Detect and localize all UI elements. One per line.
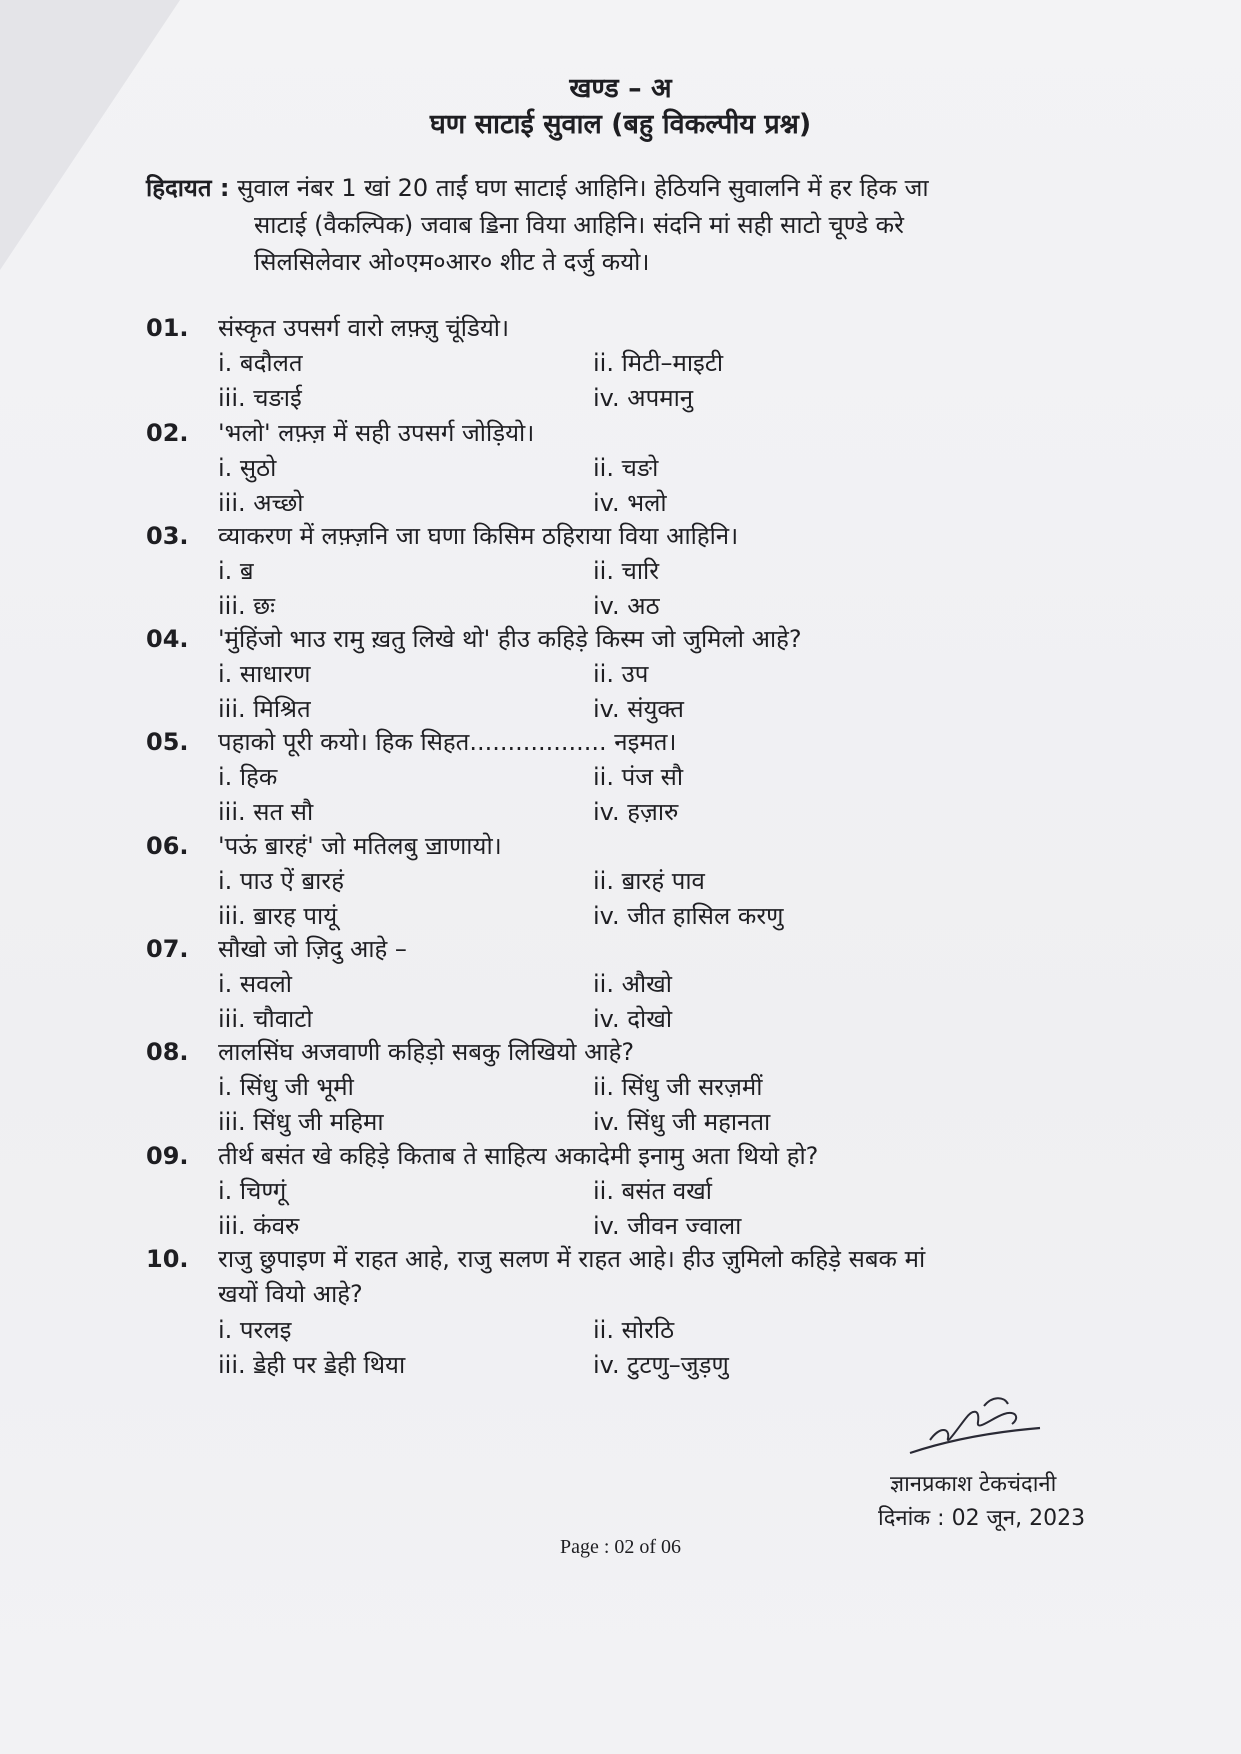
answer-option: iv. भलो — [593, 489, 667, 517]
answer-option: ii. सिंधु जी सरज़मीं — [593, 1073, 763, 1101]
signature-date: दिनांक : 02 जून, 2023 — [878, 1506, 1086, 1531]
answer-option: iv. जीवन ज्वाला — [593, 1212, 742, 1240]
question-text: राजु छुपाइण में राहत आहे, राजु सलण में राहत आहे। हीउ ज़ुमिलो कहिड़े सबक मां — [218, 1245, 926, 1273]
answer-option: iv. टुटणु–जुड़णु — [593, 1351, 729, 1379]
question-text: पहाको पूरी कयो। हिक सिहत.................. नइमत। — [218, 728, 677, 756]
answer-option: iii. सिंधु जी महिमा — [218, 1108, 384, 1136]
answer-option: iv. संयुक्त — [593, 695, 684, 723]
question-text: व्याकरण में लफ़्ज़नि जा घणा किसिम ठहिराया विया आहिनि। — [218, 522, 739, 550]
answer-option: iii. ॾेही पर ॾेही थिया — [218, 1351, 406, 1379]
answer-option: iv. सिंधु जी महानता — [593, 1108, 771, 1136]
answer-option: i. सिंधु जी भूमी — [218, 1073, 354, 1101]
answer-option: iv. हज़ारु — [593, 798, 679, 826]
answer-option: ii. चारि — [593, 557, 660, 585]
answer-option: i. बदौलत — [218, 349, 303, 377]
answer-option: i. परलइ — [218, 1316, 292, 1344]
answer-option: ii. ॿारहं पाव — [593, 867, 705, 895]
question-text: संस्कृत उपसर्ग वारो लफ़्ज़ु चूंडियो। — [218, 314, 510, 342]
answer-option: i. चिण्गूं — [218, 1177, 287, 1205]
question-number: 01. — [146, 314, 189, 342]
answer-option: iii. चौवाटो — [218, 1005, 313, 1033]
question-text: 'मुंहिंजो भाउ रामु ख़तु लिखे थो' हीउ कहिड़े किस्म जो जुमिलो आहे? — [218, 625, 802, 653]
section-subtitle: घण साटाई सुवाल (बहु विकल्पीय प्रश्न) — [429, 109, 812, 140]
instructions-line-2: साटाई (वैकल्पिक) जवाब ॾिना विया आहिनि। संदनि मां सही साटो चूण्डे करे — [254, 211, 904, 239]
answer-option: iii. चङाई — [218, 384, 302, 412]
signature-mark — [900, 1388, 1060, 1478]
question-number: 08. — [146, 1038, 189, 1066]
signer-name: ज्ञानप्रकाश टेकचंदानी — [890, 1472, 1057, 1497]
answer-option: ii. बसंत वर्खा — [593, 1177, 713, 1205]
question-text: 'पऊं ॿारहं' जो मतिलबु ॼाणायो। — [218, 832, 502, 860]
question-text: 'भलो' लफ़्ज़ में सही उपसर्ग जोड़ियो। — [218, 419, 535, 447]
question-number: 06. — [146, 832, 189, 860]
question-text-continued: खयों वियो आहे? — [218, 1280, 363, 1308]
answer-option: iii. सत सौ — [218, 798, 314, 826]
answer-option: iv. जीत हासिल करणु — [593, 902, 784, 930]
answer-option: i. सवलो — [218, 970, 292, 998]
answer-option: ii. पंज सौ — [593, 763, 684, 791]
answer-option: ii. मिटी–माइटी — [593, 349, 724, 377]
question-number: 03. — [146, 522, 189, 550]
answer-option: ii. सोरठि — [593, 1316, 675, 1344]
answer-option: iv. अपमानु — [593, 384, 694, 412]
instructions — [146, 170, 1116, 281]
answer-option: iv. अठ — [593, 592, 660, 620]
answer-option: ii. उप — [593, 660, 649, 688]
answer-option: iv. दोखो — [593, 1005, 673, 1033]
instructions-label: हिदायत : — [146, 174, 230, 202]
question-number: 05. — [146, 728, 189, 756]
question-text: सौखो जो ज़िदु आहे – — [218, 935, 407, 963]
answer-option: iii. कंवरु — [218, 1212, 300, 1240]
page-number: Page : 02 of 06 — [559, 1536, 682, 1558]
question-number: 02. — [146, 419, 189, 447]
answer-option: i. सुठो — [218, 454, 277, 482]
answer-option: i. साधारण — [218, 660, 311, 688]
answer-option: iii. अच्छो — [218, 489, 304, 517]
answer-option: i. पाउ ऐं ॿारहं — [218, 867, 344, 895]
instructions-line-3: सिलसिलेवार ओ०एम०आर० शीट ते दर्जु कयो। — [254, 248, 650, 276]
question-text: तीर्थ बसंत खे कहिड़े किताब ते साहित्य अकादेमी इनामु अता थियो हो? — [218, 1142, 819, 1170]
question-number: 10. — [146, 1245, 189, 1273]
question-number: 04. — [146, 625, 189, 653]
answer-option: i. ॿ — [218, 557, 254, 585]
answer-option: ii. चङो — [593, 454, 659, 482]
answer-option: ii. औखो — [593, 970, 672, 998]
question-number: 07. — [146, 935, 189, 963]
question-text: लालसिंघ अजवाणी कहिड़ो सबकु लिखियो आहे? — [218, 1038, 635, 1066]
answer-option: i. हिक — [218, 763, 278, 791]
instructions-line-1: सुवाल नंबर 1 खां 20 ताईं घण साटाई आहिनि। हेठियनि सुवालनि में हर हिक जा — [237, 174, 929, 202]
answer-option: iii. ॿारह पायूं — [218, 902, 338, 930]
answer-option: iii. छः — [218, 592, 275, 620]
answer-option: iii. मिश्रित — [218, 695, 311, 723]
question-number: 09. — [146, 1142, 189, 1170]
section-heading: खण्ड – अ — [569, 73, 672, 104]
